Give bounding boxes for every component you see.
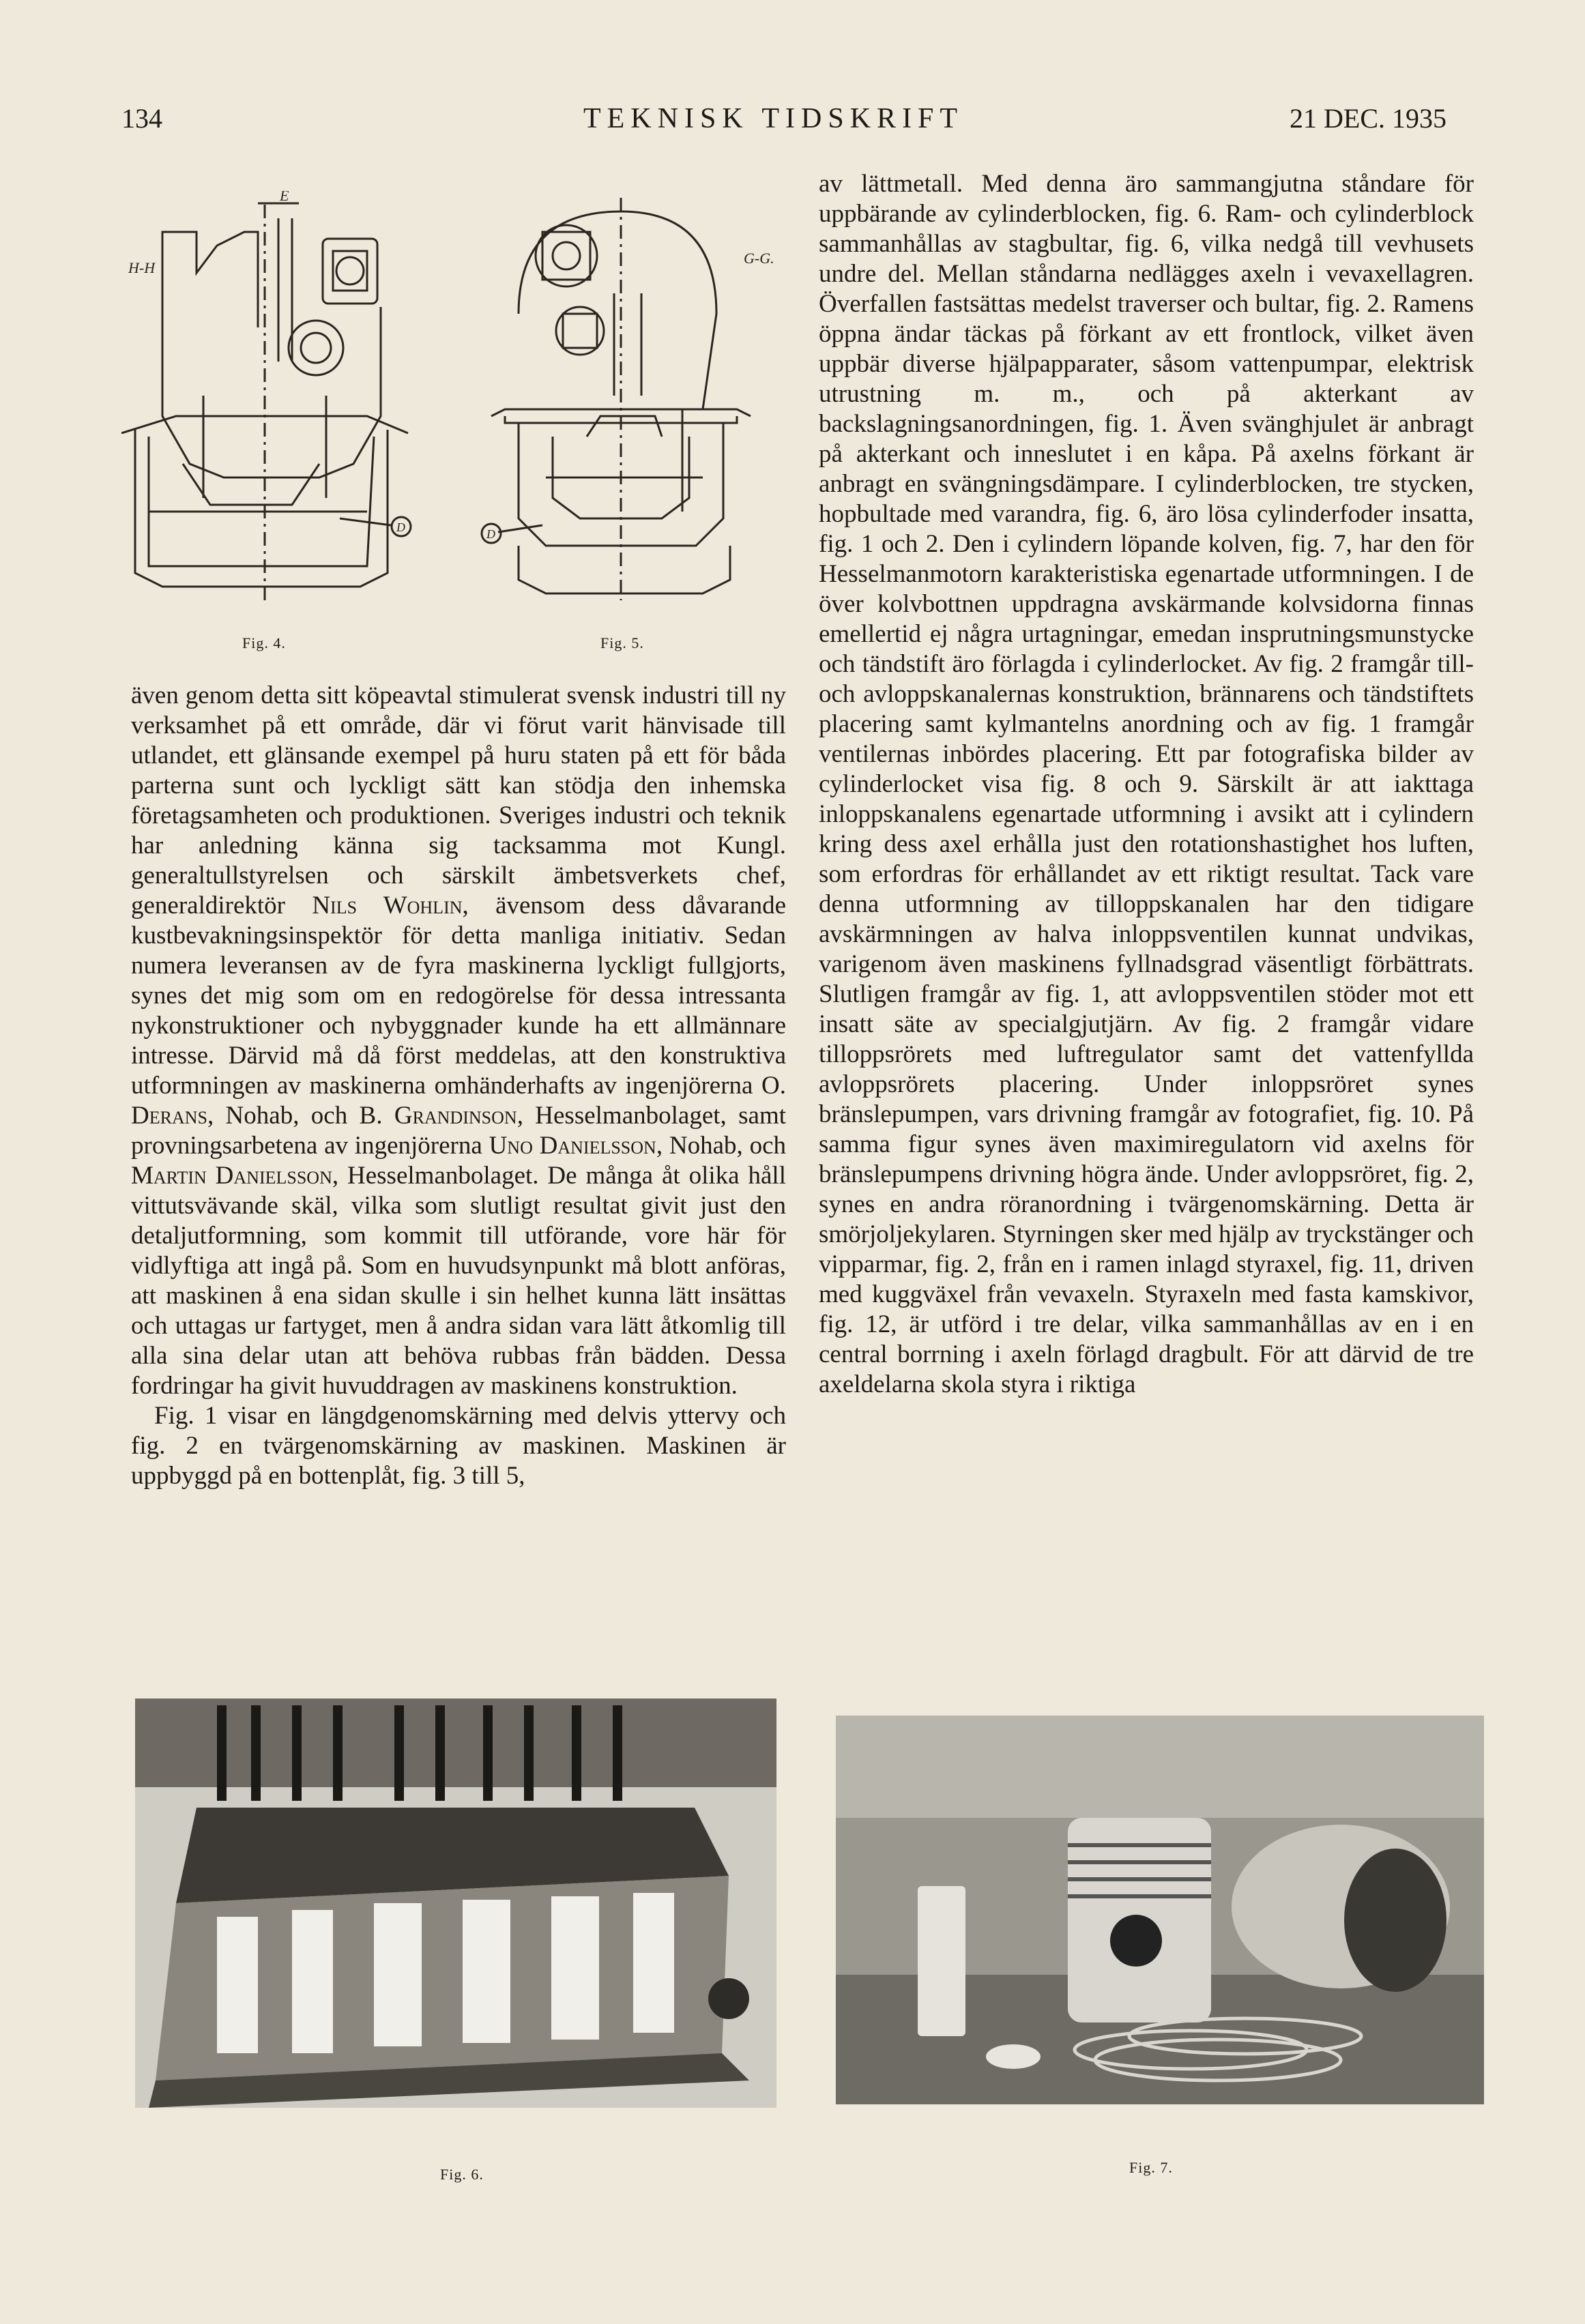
fig7-caption: Fig. 7. bbox=[1129, 2159, 1173, 2176]
fig5-section-label: G-G. bbox=[744, 250, 774, 267]
pistons-image bbox=[836, 1716, 1484, 2104]
person-name: Nils Wohlin bbox=[312, 892, 463, 920]
fig5-circle-label: D bbox=[486, 527, 495, 541]
fig5-drawing bbox=[478, 191, 791, 628]
fig4-drawing bbox=[121, 191, 422, 628]
fig4-section-label: H-H bbox=[128, 259, 156, 276]
fig6-photo bbox=[135, 1698, 776, 2108]
fig5-caption: Fig. 5. bbox=[600, 634, 644, 651]
left-paragraph-2: Fig. 1 visar en längdgenomskärning med delvis yttervy och fig. 2 en tvärgenomskärning av maskinen. Maskinen är uppbyggd på en bottenplåt, fig. 3 till 5, bbox=[131, 1402, 786, 1490]
left-paragraph-1: även genom detta sitt köpeavtal stimulerat svensk industri till ny verksamhet på ett område, där vi förut varit hänvisade till utlandet, ett glänsande exempel på huru staten på ett för båda parterna sunt och lyckligt sätt kan stödja den inhemska företagsamheten och produktionen. Sveriges industri och teknik har anledning känna sig tacksamma mot Kungl. generaltullstyrelsen och särskilt ämbetsverkets chef, generaldirektör Nils Wohlin, ävensom dess dåvarande kustbevakningsinspektör för detta manliga initiativ. Sedan numera leveransen av de fyra maskinerna lyckligt fullgjorts, synes det mig som om en redogörelse för dessa intressanta nykonstruktioner och nybyggnader kunde ha ett allmännare intresse. Därvid må då först meddelas, att den konstruktiva utformningen av maskinerna omhänderhafts av ingenjörerna O. Derans, Nohab, och B. Grandinson, Hesselmanbolaget, samt provningsarbetena av ingenjörerna Uno Danielsson, Nohab, och Martin Danielsson, Hesselmanbolaget. De många åt olika håll vittutsvävande skäl, vilka som slutligt resultat givit just den detaljutformning, som kommit till utförande, vore här för vidlyftiga att ingå på. Som en huvudsynpunkt må blott anföras, att maskinen å ena sidan skulle i sin helhet kunna lätt insättas och uttagas ur fartyget, men å andra sidan vara lätt åtkomlig till alla sina delar utan att behöva rubbas från bädden. Dessa fordringar ha givit huvuddragen av maskinens konstruktion. bbox=[131, 681, 786, 1400]
person-name: Uno Danielsson bbox=[489, 1132, 656, 1160]
issue-date: 21 DEC. 1935 bbox=[1290, 103, 1446, 134]
fig4-cut-label: E bbox=[280, 191, 289, 204]
person-name: Martin Danielsson bbox=[131, 1162, 332, 1190]
right-column bbox=[819, 169, 1474, 1400]
fig4-circle-label: D bbox=[396, 520, 405, 534]
person-name: Grandinson bbox=[394, 1102, 517, 1130]
fig6-caption: Fig. 6. bbox=[440, 2166, 484, 2183]
person-name: Derans bbox=[131, 1102, 207, 1130]
engine-block-image bbox=[135, 1698, 776, 2108]
journal-title: TEKNISK TIDSKRIFT bbox=[583, 103, 964, 134]
left-column bbox=[131, 681, 786, 1491]
right-paragraph-1: av lättmetall. Med denna äro sammangjutna ståndare för uppbärande av cylinderblocken, fig. 6. Ram- och cylinderblock sammanhållas av stagbultar, fig. 6, vilka nedgå till vevhusets undre del. Mellan ståndarna nedlägges axeln i vevaxellagren. Överfallen fastsättas medelst traverser och bultar, fig. 2. Ramens öppna ändar täckas på förkant av ett frontlock, vilket även uppbär diverse hjälpapparater, såsom vattenpumpar, elektrisk utrustning m. m., och på akterkant av backslagningsanordningen, fig. 1. Även svänghjulet är anbragt på akterkant och inneslutet i en kåpa. På axelns förkant är anbragt en svängningsdämpare. I cylinderblocken, tre stycken, hopbultade med varandra, fig. 6, äro lösa cylinderfoder insatta, fig. 1 och 2. Den i cylindern löpande kolven, fig. 7, har den för Hesselmanmotorn karakteristiska egenartade utformningen. I de över kolvbottnen uppdragna avskärmande kolvsidorna finnas emellertid ej några urtagningar, emedan insprutningsmunstycke och tändstift äro förlagda i cylinderlocket. Av fig. 2 framgår till- och avloppskanalernas konstruktion, brännarens och tändstiftets placering samt kylmantelns anordning och av fig. 1 framgår ventilernas inbördes placering. Ett par fotografiska bilder av cylinderlocket visa fig. 8 och 9. Särskilt är att iakttaga inloppskanalens egenartade utformning i avsikt att i cylindern kring dess axel erhålla just den rotationshastighet hos luften, som erfordras för erhållandet av ett riktigt resultat. Tack vare denna utformning av tilloppskanalen har den tidigare avskärmningen av halva inloppsventilen kunnat undvikas, varigenom även maskinens fyllnadsgrad väsentligt förbättrats. Slutligen framgår av fig. 1, att avloppsventilen stöder mot ett insatt säte av specialgjutjärn. Av fig. 2 framgår vidare tilloppsrörets med luftregulator samt det vattenfyllda avloppsrörets placering. Under inloppsröret synes bränslepumpen, vars drivning framgår av fotografiet, fig. 10. På samma figur synes även maximiregulatorn vid axelns för bränslepumpens drivning högra ände. Under avloppsröret, fig. 2, synes en andra röranordning i tvärgenomskärning. Detta är smörjoljekylaren. Styrningen sker med hjälp av tryckstänger och vipparmar, fig. 2, från en i ramen inlagd styraxel, fig. 11, driven med kuggväxel från vevaxeln. Styraxeln med fasta kamskivor, fig. 12, är utförd i tre delar, vilka sammanhållas av en i en central borrning i axeln förlagd dragbult. För att därvid de tre axeldelarna skola styra i riktiga bbox=[819, 170, 1474, 1398]
fig4-caption: Fig. 4. bbox=[242, 634, 286, 651]
fig7-photo bbox=[836, 1716, 1484, 2104]
page-number: 134 bbox=[121, 103, 162, 134]
